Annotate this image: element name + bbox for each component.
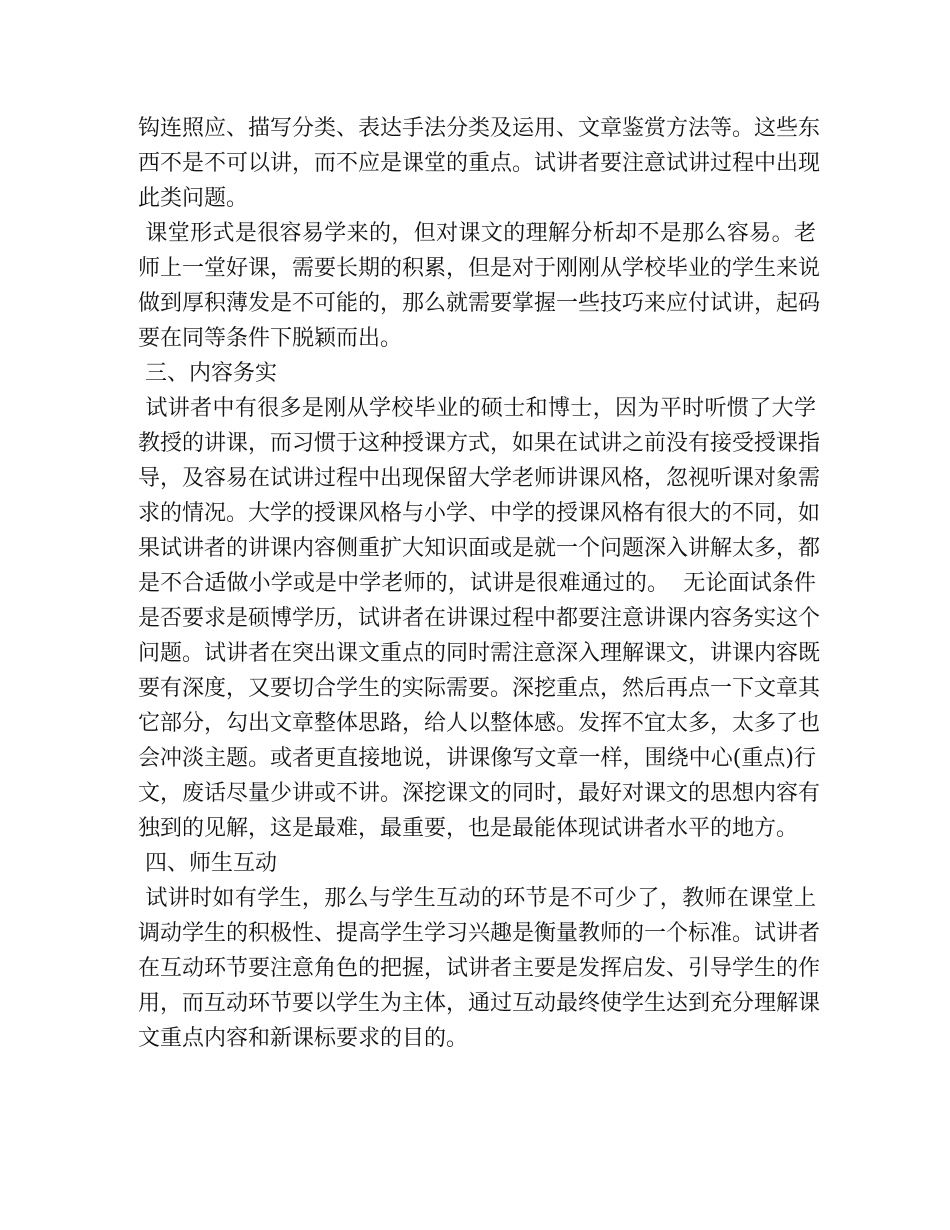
text-line: 此类问题。 — [138, 186, 249, 211]
text-line: 果试讲者的讲课内容侧重扩大知识面或是就一个问题深入讲解太多，都 — [138, 536, 821, 561]
text-line: 教授的讲课，而习惯于这种授课方式，如果在试讲之前没有接受授课指 — [138, 431, 821, 456]
text-line: 要在同等条件下脱颖而出。 — [138, 326, 403, 351]
text-line: 问题。试讲者在突出课文重点的同时需注意深入理解课文，讲课内容既 — [138, 641, 821, 666]
text-line: 三、内容务实 — [138, 361, 277, 386]
text-line: 四、师生互动 — [138, 851, 277, 876]
text-line: 用，而互动环节要以学生为主体，通过互动最终使学生达到充分理解课 — [138, 991, 821, 1016]
text-line: 西不是不可以讲，而不应是课堂的重点。试讲者要注意试讲过程中出现 — [138, 151, 821, 176]
text-line: 文重点内容和新课标要求的目的。 — [138, 1026, 469, 1051]
text-line: 是否要求是硕博学历，试讲者在讲课过程中都要注意讲课内容务实这个 — [138, 606, 821, 631]
text-line: 调动学生的积极性、提高学生学习兴趣是衡量教师的一个标准。试讲者 — [138, 921, 821, 946]
text-line: 试讲时如有学生，那么与学生互动的环节是不可少了，教师在课堂上 — [138, 886, 816, 911]
text-line: 导，及容易在试讲过程中出现保留大学老师讲课风格，忽视听课对象需 — [138, 466, 821, 491]
text-line: 要有深度，又要切合学生的实际需要。深挖重点，然后再点一下文章其 — [138, 676, 821, 701]
text-line: 在互动环节要注意角色的把握，试讲者主要是发挥启发、引导学生的作 — [138, 956, 821, 981]
text-line: 是不合适做小学或是中学老师的，试讲是很难通过的。 无论面试条件 — [138, 571, 816, 596]
body-text — [138, 111, 821, 1056]
text-line: 会冲淡主题。或者更直接地说，讲课像写文章一样，围绕中心(重点)行 — [138, 746, 816, 771]
text-line: 做到厚积薄发是不可能的，那么就需要掌握一些技巧来应付试讲，起码 — [138, 291, 821, 316]
text-line: 试讲者中有很多是刚从学校毕业的硕士和博士，因为平时听惯了大学 — [138, 396, 816, 421]
text-line: 求的情况。大学的授课风格与小学、中学的授课风格有很大的不同，如 — [138, 501, 821, 526]
text-line: 独到的见解，这是最难，最重要，也是最能体现试讲者水平的地方。 — [138, 816, 799, 841]
text-line: 师上一堂好课，需要长期的积累，但是对于刚刚从学校毕业的学生来说 — [138, 256, 821, 281]
text-line: 课堂形式是很容易学来的，但对课文的理解分析却不是那么容易。老 — [138, 221, 816, 246]
text-line: 它部分，勾出文章整体思路，给人以整体感。发挥不宜太多，太多了也 — [138, 711, 821, 736]
text-line: 文，废话尽量少讲或不讲。深挖课文的同时，最好对课文的思想内容有 — [138, 781, 821, 806]
text-line: 钩连照应、描写分类、表达手法分类及运用、文章鉴赏方法等。这些东 — [138, 116, 821, 141]
